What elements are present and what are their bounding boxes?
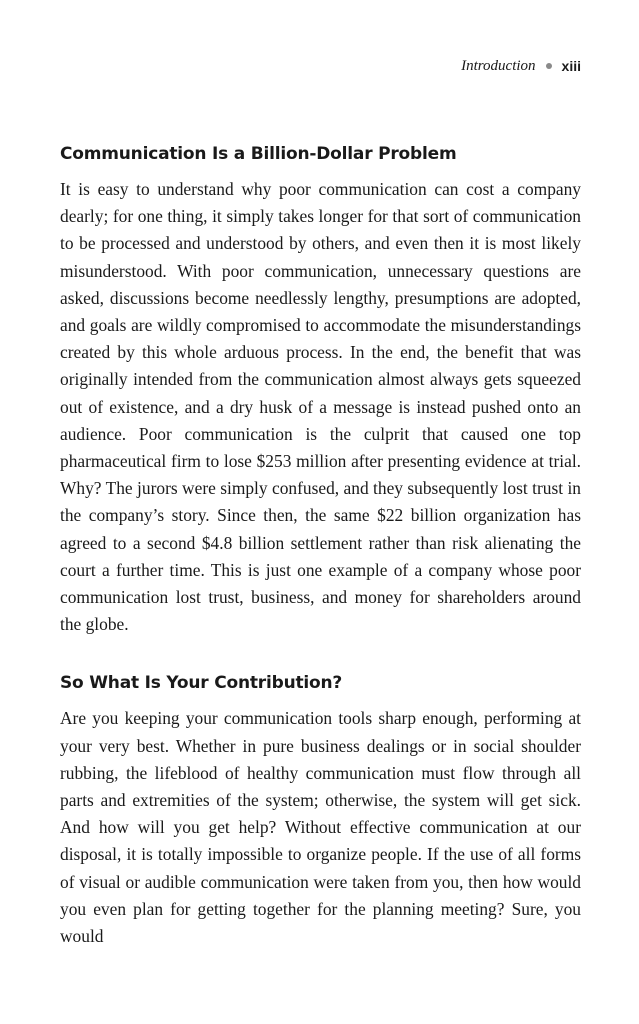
section-your-contribution (60, 671, 581, 950)
section-billion-dollar-problem (60, 142, 581, 638)
page-content (60, 142, 581, 950)
section-heading: Communication Is a Billion-Dollar Problem (60, 144, 457, 164)
page-number: xiii (561, 58, 581, 74)
section-heading: So What Is Your Contribution? (60, 673, 343, 694)
running-head-section: Introduction (461, 58, 536, 74)
body-paragraph: It is easy to understand why poor communication can cost a company dearly; for one thing, it simply takes longer for that sort of communication to be processed and understood by others, and even then it is most likely misunderstood. With poor communication, unnecessary questions are asked, discussions become needlessly lengthy, presumptions are adopted, and goals are wildly compromised to accommodate the misunderstandings created by this whole arduous process. In the end, the benefit that was originally intended from the communication almost always gets squeezed out of existence, and a dry husk of a message is instead pushed onto an audience. Poor communication is the culprit that caused one top pharmaceutical firm to lose $253 million after presenting evidence at trial. Why? The jurors were simply confused, and they subsequently lost trust in the company’s story. Since then, the same $22 billion organization has agreed to a second $4.8 billion settlement rather than risk alienating the court a further time. This is just one example of a company whose poor communication lost trust, business, and money for shareholders around the globe. (60, 179, 581, 635)
bullet-separator-icon (546, 63, 552, 69)
running-head (461, 56, 581, 76)
body-paragraph: Are you keeping your communication tools sharp enough, performing at your very best. Whether in pure business dealings or in social shoulder rubbing, the lifeblood of healthy communication must flow through all parts and extremities of the system; otherwise, the system will get sick. And how will you get help? Without effective communication at our disposal, it is totally impossible to organize people. If the use of all forms of visual or audible communication were taken from you, then how would you even plan for getting together for the planning meeting? Sure, you would (60, 708, 581, 947)
